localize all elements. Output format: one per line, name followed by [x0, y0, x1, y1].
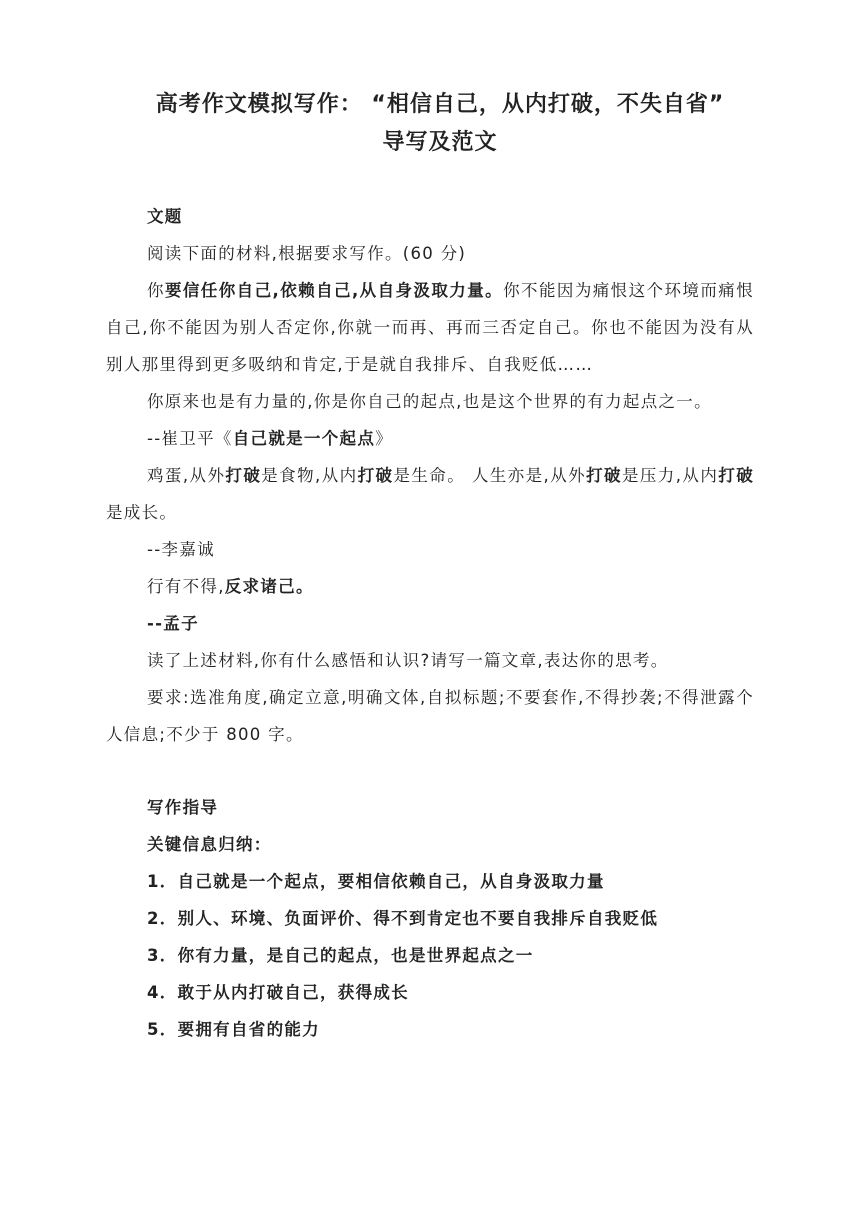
- guide-item-4: 4．敢于从内打破自己，获得成长: [147, 983, 409, 1002]
- material-paragraph-1: 你要信任你自己,依赖自己,从自身汲取力量。你不能因为痛恨这个环境而痛恨自己,你不能因为别人否定你,你就一而再、再而三否定自己。你也不能因为没有从别人那里得到更多吸纳和肯定,于是就自我排斥、自我贬低……: [106, 281, 754, 374]
- guide-item-3: 3．你有力量，是自己的起点，也是世界起点之一: [147, 946, 534, 965]
- prompt-heading: 文题: [147, 207, 183, 226]
- document-body: [106, 198, 754, 1048]
- material-source-2: --李嘉诚: [147, 540, 215, 559]
- material-paragraph-4: 行有不得,反求诸己。: [147, 577, 314, 596]
- prompt-intro: 阅读下面的材料,根据要求写作。(60 分): [147, 244, 467, 263]
- guide-item-1: 1．自己就是一个起点，要相信依赖自己，从自身汲取力量: [147, 872, 605, 891]
- material-paragraph-3: 鸡蛋,从外打破是食物,从内打破是生命。 人生亦是,从外打破是压力,从内打破是成长。: [106, 466, 754, 522]
- guide-heading: 写作指导: [147, 798, 219, 817]
- guide-item-5: 5．要拥有自省的能力: [147, 1020, 320, 1039]
- material-source-1: --崔卫平《自己就是一个起点》: [147, 429, 393, 448]
- material-source-3: --孟子: [147, 614, 199, 633]
- prompt-requirement: 要求:选准角度,确定立意,明确文体,自拟标题;不要套作,不得抄袭;不得泄露个人信息;不少于 800 字。: [106, 688, 754, 744]
- document-title-line1: 高考作文模拟写作： “相信自己，从内打破，不失自省”: [155, 92, 725, 117]
- section-gap: [106, 753, 754, 789]
- material-paragraph-2: 你原来也是有力量的,你是你自己的起点,也是这个世界的有力起点之一。: [147, 392, 712, 411]
- guide-subheading: 关键信息归纳：: [147, 835, 272, 854]
- document-title-line2: 导写及范文: [382, 130, 498, 155]
- prompt-question: 读了上述材料,你有什么感悟和认识?请写一篇文章,表达你的思考。: [147, 651, 669, 670]
- guide-item-2: 2．别人、环境、负面评价、得不到肯定也不要自我排斥自我贬低: [147, 909, 659, 928]
